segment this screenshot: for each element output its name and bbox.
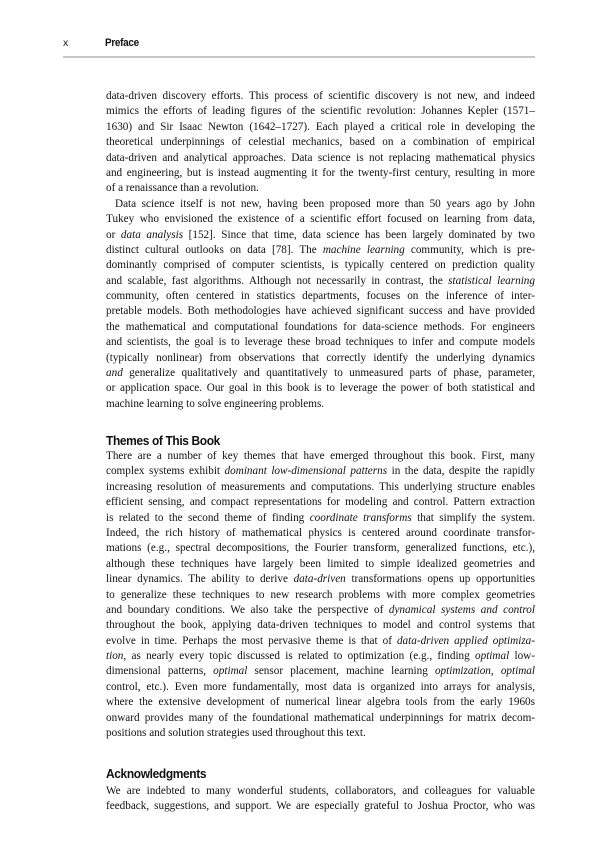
text-run: [152]. Since that time, data science has been largely dominated by two	[183, 228, 535, 241]
emphasis-text: and	[106, 367, 123, 380]
text-line	[106, 449, 535, 464]
text-line	[106, 197, 535, 212]
text-run: Data science itself is not new, having been proposed more than 50 years ago by John	[115, 197, 535, 210]
text-line	[106, 181, 535, 196]
text-run: pretable models. Both methodologies have achieved significant success and have provided	[106, 305, 535, 318]
emphasis-text: optimal	[500, 665, 536, 678]
text-line	[106, 799, 535, 814]
text-line	[106, 381, 535, 396]
text-line	[106, 726, 535, 741]
text-line	[106, 135, 535, 150]
text-line	[106, 335, 535, 350]
text-line	[106, 664, 535, 679]
text-run: Tukey who envisioned the existence of a scientific effort focused on learning from data,	[106, 213, 535, 226]
header-rule	[63, 56, 535, 58]
text-run: throughout the book, applying data-driven techniques to model and control systems that	[106, 619, 535, 632]
section-heading-themes: Themes of This Book	[106, 433, 220, 448]
text-run: community, which is pre-	[404, 243, 536, 256]
text-line	[106, 258, 535, 273]
text-run: transformations opens up opportunities	[345, 573, 535, 586]
text-line	[106, 366, 535, 381]
text-line	[106, 572, 535, 587]
text-run: (typically nonlinear) from observations that correctly identify the underlying dynamics	[106, 351, 535, 364]
running-head-title: Preface	[105, 37, 139, 49]
emphasis-text: optimization	[434, 665, 491, 678]
emphasis-text: data-driven applied optimiza-	[396, 634, 535, 647]
text-line	[106, 166, 535, 181]
text-line	[106, 274, 535, 289]
text-run: dimensional patterns,	[106, 665, 214, 678]
acknowledgments-text	[106, 784, 535, 815]
text-run: or application space. Our goal in this book is to leverage the power of both statistical and	[106, 382, 535, 395]
text-line	[106, 649, 535, 664]
text-line	[106, 89, 535, 104]
text-run: evolve in time. Perhaps the most pervasive theme is that of	[106, 634, 397, 647]
text-line	[106, 603, 535, 618]
text-run: positions and solution strategies used throughout this text.	[106, 727, 366, 740]
intro-text	[106, 89, 535, 412]
text-line	[106, 104, 535, 119]
text-run: 1630) and Sir Isaac Newton (1642–1727). Each played a critical role in developing the	[106, 120, 535, 133]
text-run: that simplify the system.	[411, 511, 535, 524]
text-run: theoretical underpinnings of celestial mechanics, based on a combination of empirical	[106, 136, 535, 149]
text-run: ,	[490, 665, 501, 678]
text-run: of a renaissance than a revolution.	[106, 182, 259, 195]
text-line	[106, 320, 535, 335]
text-run: increasing resolution of measurements and computations. This underlying structure enables	[106, 480, 535, 493]
emphasis-text: optimal	[213, 665, 248, 678]
text-run: community, often centered in statistics departments, focuses on the inference of inter-	[106, 290, 535, 303]
text-run: sensor placement, machine learning	[247, 665, 435, 678]
text-line	[106, 212, 535, 227]
text-run: or	[106, 228, 121, 241]
emphasis-text: dynamical systems and control	[388, 603, 535, 616]
text-run: and scalable, fast algorithms. Although not necessarily in contrast, the	[106, 274, 449, 287]
text-line	[106, 588, 535, 603]
text-run: to generalize these techniques to new research problems with more complex geometries	[106, 588, 535, 601]
text-line	[106, 634, 535, 649]
text-line	[106, 618, 535, 633]
text-run: control, etc.). Even more fundamentally, most data is organized into arrays for analysis,	[106, 680, 535, 693]
text-run: onward provides many of the foundational mathematical underpinnings for matrix decom-	[106, 711, 535, 724]
text-run: dominantly comprised of computer scientists, is typically centered on prediction quality	[106, 259, 535, 272]
text-line	[106, 511, 535, 526]
emphasis-text: optimal	[475, 650, 510, 663]
emphasis-text: statistical learning	[448, 274, 535, 287]
text-run: and scientists, the goal is to leverage these broad techniques to infer and compute models	[106, 336, 535, 349]
text-line	[106, 541, 535, 556]
text-run: There are a number of key themes that have emerged throughout this book. First, many	[106, 450, 535, 462]
emphasis-text: dominant low-dimensional patterns	[224, 465, 388, 478]
text-run: and boundary conditions. We also take the perspective of	[106, 603, 389, 616]
text-run: where the extensive development of numerical linear algebra tools from the early 1960s	[106, 696, 535, 709]
text-line	[106, 243, 535, 258]
text-line	[106, 711, 535, 726]
text-run: low-	[509, 650, 535, 663]
text-run: machine learning to solve engineering problems.	[106, 397, 325, 410]
section-heading-acknowledgments: Acknowledgments	[106, 766, 207, 781]
text-run: generalize qualitatively and quantitatively to unmeasured parts of phase, parameter,	[122, 367, 535, 380]
text-line	[106, 495, 535, 510]
running-head	[63, 37, 535, 53]
text-line	[106, 480, 535, 495]
text-run: feedback, suggestions, and support. We are especially grateful to Joshua Proctor, who was	[106, 800, 535, 813]
text-line	[106, 151, 535, 166]
text-run: complex systems exhibit	[106, 465, 225, 478]
text-run: and engineering, but is instead augmenting it for the twenty-first century, resulting in more	[106, 166, 535, 179]
text-line	[106, 304, 535, 319]
text-run: data-driven and analytical approaches. Data science is not replacing mathematical physics	[106, 151, 535, 164]
text-run: mimics the efforts of leading figures of the scientific revolution: Johannes Kepler (1571–	[106, 105, 535, 118]
text-run: , as nearly every topic discussed is related to optimization (e.g., finding	[123, 650, 476, 663]
text-run: in the data, despite the rapidly	[387, 465, 535, 478]
emphasis-text: data-driven	[293, 573, 346, 586]
text-run: Indeed, the rich history of mathematical physics is centered around coordinate transfor-	[106, 526, 535, 539]
text-run: mations (e.g., spectral decompositions, the Fourier transform, generalized functions, etc.),	[106, 542, 535, 555]
text-line	[106, 557, 535, 572]
text-line	[106, 680, 535, 695]
text-line	[106, 784, 535, 799]
text-run: We are indebted to many wonderful students, collaborators, and colleagues for valuable	[106, 785, 535, 797]
text-line	[106, 397, 535, 412]
text-run: linear dynamics. The ability to derive	[106, 573, 294, 586]
text-line	[106, 526, 535, 541]
themes-text	[106, 449, 535, 741]
text-line	[106, 351, 535, 366]
emphasis-text: tion	[106, 650, 124, 663]
emphasis-text: machine learning	[322, 243, 405, 256]
text-line	[106, 120, 535, 135]
emphasis-text: data analysis	[120, 228, 184, 241]
text-run: the mathematical and computational foundations for data-science methods. For engineers	[106, 320, 535, 333]
text-line	[106, 464, 535, 479]
text-line	[106, 228, 535, 243]
text-run: efficient sensing, and compact representations for modeling and control. Pattern extraction	[106, 496, 535, 509]
text-run: is related to the second theme of finding	[106, 511, 310, 524]
page-number: x	[63, 37, 69, 49]
text-line	[106, 695, 535, 710]
text-run: distinct cultural outlooks on data [78]. The	[106, 243, 323, 256]
emphasis-text: coordinate transforms	[309, 511, 412, 524]
text-line	[106, 289, 535, 304]
text-run: data-driven discovery efforts. This process of scientific discovery is not new, and indeed	[106, 90, 535, 102]
text-run: although these techniques have largely been limited to simple idealized geometries and	[106, 557, 535, 570]
